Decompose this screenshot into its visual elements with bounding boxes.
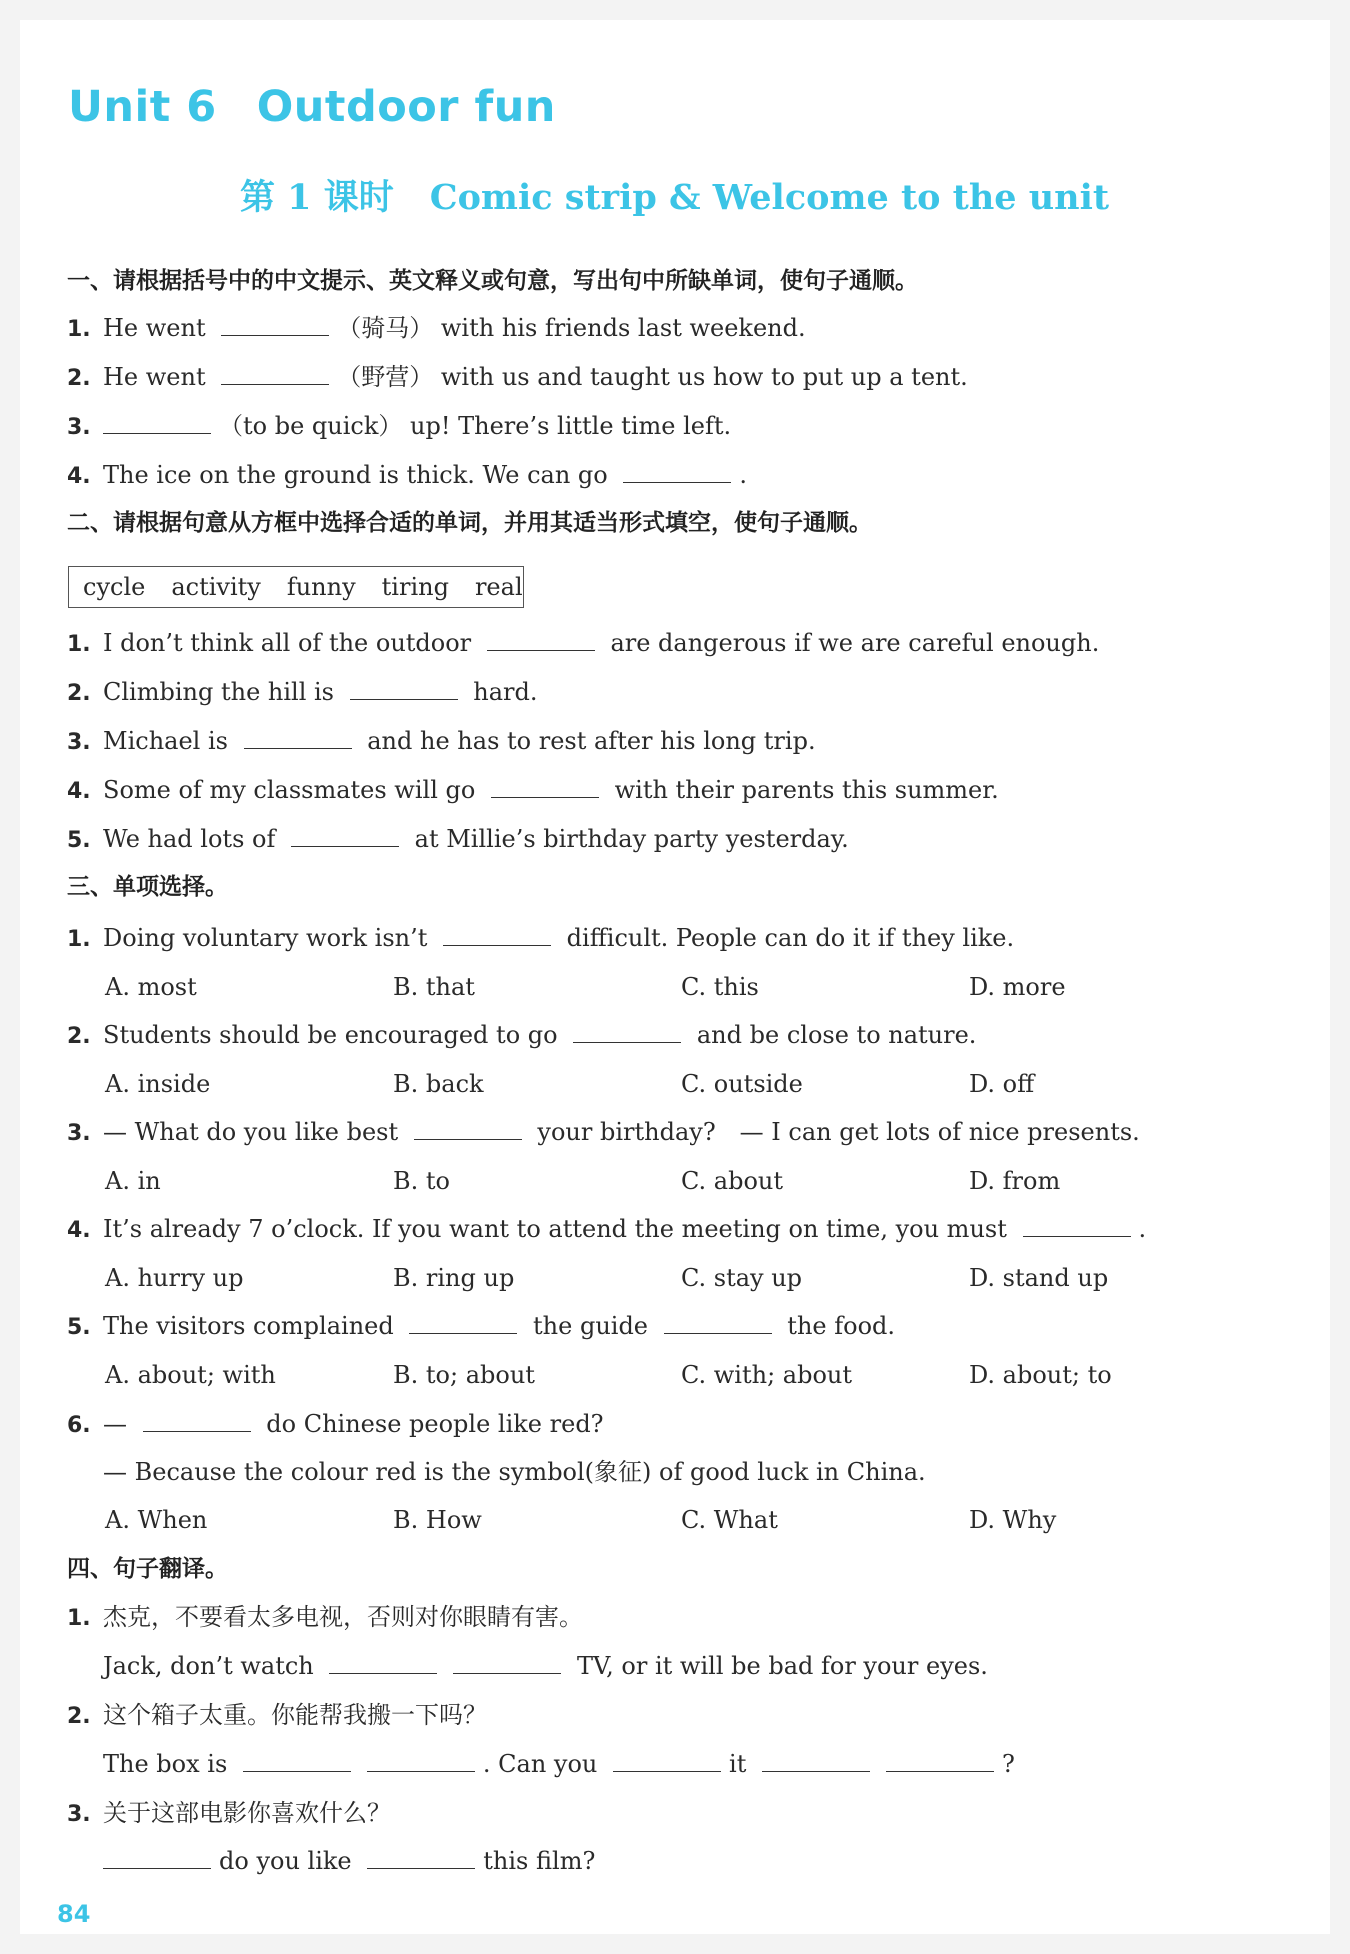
choice-a[interactable]: A. most [105,973,197,1001]
answer-blank[interactable] [221,313,329,336]
unit-number: Unit 6 [68,82,217,132]
choice-a[interactable]: A. inside [105,1070,211,1098]
section-1-heading: 一、请根据括号中的中文提示、英文释义或句意，写出句中所缺单词，使句子通顺。 [67,268,918,294]
answer-blank[interactable] [291,824,399,847]
answer-blank[interactable] [103,411,211,434]
s2-q1: 1. I don’t think all of the outdoor are dangerous if we are careful enough. [67,628,1099,660]
lesson-title [240,170,1109,220]
s2-q2: 2. Climbing the hill is hard. [67,677,538,709]
section-2-heading: 二、请根据句意从方框中选择合适的单词，并用其适当形式填空，使句子通顺。 [67,510,872,536]
question-number: 2. [67,1024,91,1049]
question-number: 1. [67,927,91,952]
choice-d[interactable]: D. off [969,1070,1035,1098]
choice-a[interactable]: A. about; with [105,1361,276,1389]
choice-d[interactable]: D. stand up [969,1264,1109,1292]
answer-blank[interactable] [243,1749,351,1772]
s4-q1-cn: 1. 杰克，不要看太多电视，否则对你眼睛有害。 [67,1602,583,1634]
choice-b[interactable]: B. to; about [393,1361,535,1389]
choice-b[interactable]: B. back [393,1070,484,1098]
choice-a[interactable]: A. When [105,1506,208,1534]
answer-blank[interactable] [329,1651,437,1674]
s1-q1: 1. He went （骑马） with his friends last weekend. [67,313,806,345]
answer-blank[interactable] [244,726,352,749]
s4-q3-en: do you like this film? [67,1846,595,1876]
answer-blank[interactable] [443,923,551,946]
choice-a[interactable]: A. hurry up [105,1264,244,1292]
answer-blank[interactable] [487,628,595,651]
question-number: 1. [67,632,91,657]
question-number: 2. [67,1704,91,1729]
answer-blank[interactable] [623,460,731,483]
question-number: 3. [67,1802,91,1827]
choice-b[interactable]: B. How [393,1506,482,1534]
answer-blank[interactable] [367,1846,475,1869]
answer-blank[interactable] [143,1409,251,1432]
question-number: 2. [67,681,91,706]
question-number: 3. [67,415,91,440]
s1-q3: 3. （to be quick） up! There’s little time left. [67,411,731,443]
section-3-heading: 三、单项选择。 [67,874,228,900]
word-option: tiring [381,573,449,601]
unit-name: Outdoor fun [256,82,556,132]
answer-blank[interactable] [221,362,329,385]
choice-c[interactable]: C. about [681,1167,783,1195]
question-number: 5. [67,1315,91,1340]
s4-q3-cn: 3. 关于这部电影你喜欢什么？ [67,1798,391,1830]
s3-q3: 3. — What do you like best your birthday? — I can get lots of nice presents. [67,1117,1140,1149]
question-number: 3. [67,1121,91,1146]
answer-blank[interactable] [573,1020,681,1043]
unit-title [68,82,556,132]
answer-blank[interactable] [886,1749,994,1772]
answer-blank[interactable] [103,1846,211,1869]
question-number: 4. [67,1218,91,1243]
section-4-heading: 四、句子翻译。 [67,1556,228,1582]
answer-blank[interactable] [414,1117,522,1140]
question-number: 4. [67,464,91,489]
choice-b[interactable]: B. that [393,973,475,1001]
s4-q2-cn: 2. 这个箱子太重。你能帮我搬一下吗？ [67,1700,487,1732]
word-option: funny [286,573,356,601]
question-number: 2. [67,366,91,391]
question-number: 3. [67,730,91,755]
choice-c[interactable]: C. What [681,1506,778,1534]
answer-blank[interactable] [613,1749,721,1772]
choice-d[interactable]: D. about; to [969,1361,1112,1389]
question-number: 5. [67,828,91,853]
answer-blank[interactable] [409,1311,517,1334]
choice-b[interactable]: B. to [393,1167,450,1195]
answer-blank[interactable] [664,1311,772,1334]
answer-blank[interactable] [453,1651,561,1674]
question-number: 1. [67,1606,91,1631]
workbook-page [20,20,1330,1934]
question-number: 4. [67,779,91,804]
s3-q6-line2: — Because the colour red is the symbol(象征) of good luck in China. [103,1458,926,1486]
choice-b[interactable]: B. ring up [393,1264,515,1292]
answer-blank[interactable] [762,1749,870,1772]
s3-q5: 5. The visitors complained the guide the food. [67,1311,895,1343]
word-option: real [474,573,523,601]
s2-q5: 5. We had lots of at Millie’s birthday party yesterday. [67,824,849,856]
s3-q4: 4. It’s already 7 o’clock. If you want to attend the meeting on time, you must . [67,1214,1146,1246]
s3-q1: 1. Doing voluntary work isn’t difficult. People can do it if they like. [67,923,1014,955]
word-option: activity [171,573,261,601]
s4-q2-en: The box is . Can you it ? [103,1750,1015,1778]
choice-c[interactable]: C. outside [681,1070,803,1098]
s3-q2: 2. Students should be encouraged to go and be close to nature. [67,1020,976,1052]
choice-d[interactable]: D. more [969,973,1066,1001]
s4-q1-en: Jack, don’t watch TV, or it will be bad for your eyes. [103,1652,988,1680]
answer-blank[interactable] [367,1749,475,1772]
page-number: 84 [57,1900,91,1928]
choice-d[interactable]: D. from [969,1167,1061,1195]
choice-d[interactable]: D. Why [969,1506,1057,1534]
answer-blank[interactable] [491,775,599,798]
s2-q4: 4. Some of my classmates will go with their parents this summer. [67,775,999,807]
lesson-name: Comic strip & Welcome to the unit [429,177,1110,218]
s2-q3: 3. Michael is and he has to rest after his long trip. [67,726,816,758]
question-number: 1. [67,317,91,342]
s1-q2: 2. He went （野营） with us and taught us how to put up a tent. [67,362,968,394]
question-number: 6. [67,1413,91,1438]
lesson-number: 第 1 课时 [240,177,394,218]
choice-c[interactable]: C. with; about [681,1361,853,1389]
word-option: cycle [83,573,146,601]
word-box [68,566,524,608]
answer-blank[interactable] [1023,1214,1131,1237]
s1-q4: 4. The ice on the ground is thick. We can go . [67,460,747,492]
choice-a[interactable]: A. in [105,1167,161,1195]
choice-c[interactable]: C. this [681,973,759,1001]
choice-c[interactable]: C. stay up [681,1264,803,1292]
answer-blank[interactable] [350,677,458,700]
s3-q6: 6. — do Chinese people like red? [67,1409,604,1441]
